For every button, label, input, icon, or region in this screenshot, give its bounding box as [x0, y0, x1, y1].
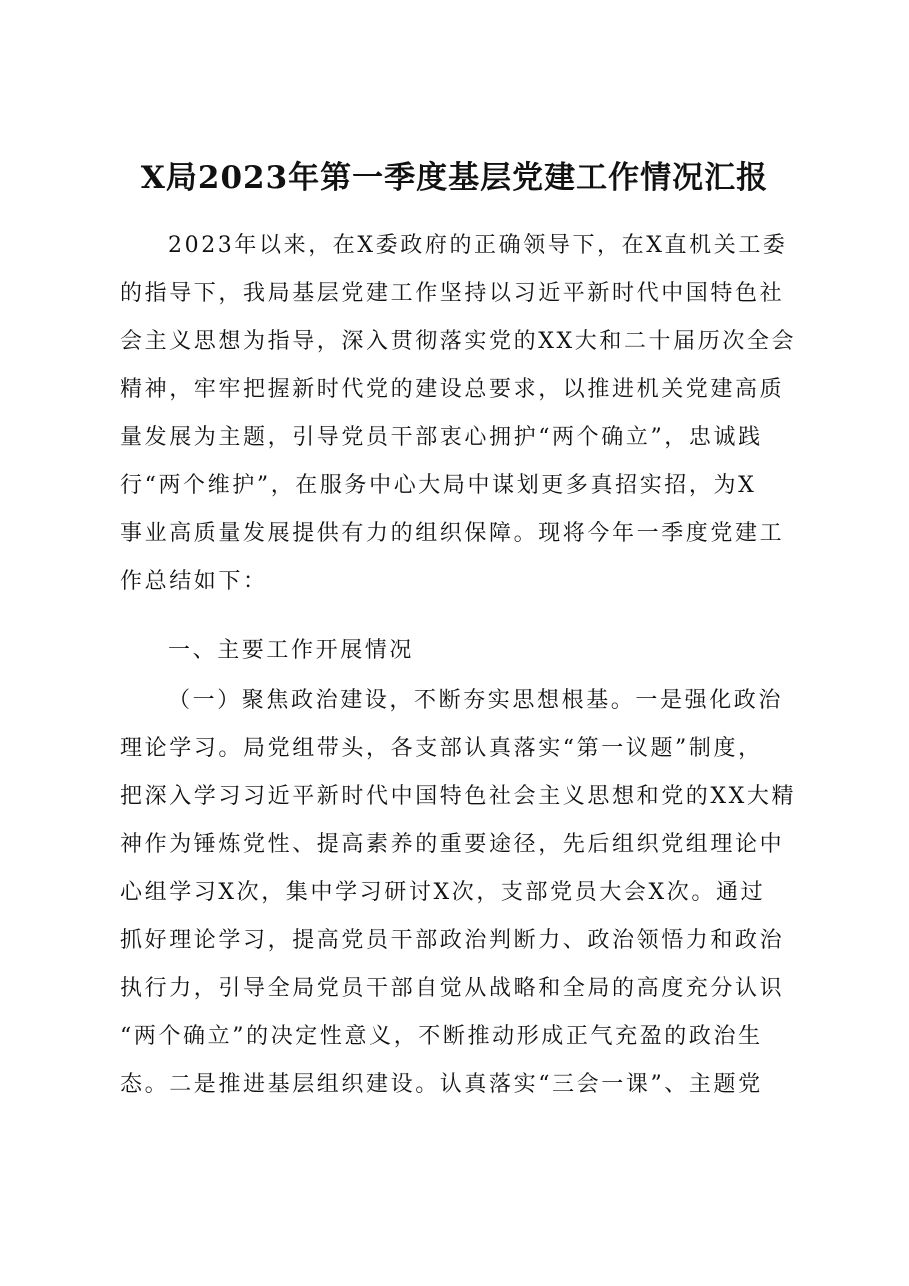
paragraph-line: 精神，牢牢把握新时代党的建设总要求，以推进机关党建高质 — [120, 377, 785, 402]
paragraph-line: 会主义思想为指导，深入贯彻落实党的XX大和二十届历次全会 — [120, 329, 797, 354]
paragraph-line: 量发展为主题，引导党员干部衷心拥护“两个确立”，忠诚践 — [120, 425, 763, 450]
paragraph-line: 事业高质量发展提供有力的组织保障。现将今年一季度党建工 — [120, 521, 785, 546]
paragraph-line: 把深入学习习近平新时代中国特色社会主义思想和党的XX大精 — [120, 784, 797, 809]
paragraph-line: 抓好理论学习，提高党员干部政治判断力、政治领悟力和政治 — [120, 928, 785, 953]
paragraph-line: 心组学习X次，集中学习研讨X次，支部党员大会X次。通过 — [120, 880, 766, 905]
paragraph-line: 理论学习。局党组带头，各支部认真落实“第一议题”制度， — [120, 736, 763, 761]
paragraph-line: 的指导下，我局基层党建工作坚持以习近平新时代中国特色社 — [120, 281, 785, 306]
section-heading-block — [120, 627, 800, 675]
paragraph-line: （一）聚焦政治建设，不断夯实思想根基。一是强化政治 — [168, 688, 784, 713]
paragraph-line: “两个确立”的决定性意义，不断推动形成正气充盈的政治生 — [120, 1024, 763, 1049]
section1-paragraph — [120, 677, 800, 1109]
paragraph-line: 执行力，引导全局党员干部自觉从战略和全局的高度充分认识 — [120, 976, 785, 1001]
paragraph-line: 态。二是推进基层组织建设。认真落实“三会一课”、主题党 — [120, 1072, 763, 1097]
paragraph-line: 2023年以来，在X委政府的正确领导下，在X直机关工委 — [168, 233, 788, 258]
paragraph-line: 行“两个维护”，在服务中心大局中谋划更多真招实招，为X — [120, 473, 757, 498]
paragraph-line: 作总结如下： — [120, 569, 268, 594]
document-title: X局2023年第一季度基层党建工作情况汇报 — [140, 160, 769, 196]
section-heading: 一、主要工作开展情况 — [168, 638, 415, 663]
paragraph-line: 神作为锤炼党性、提高素养的重要途径，先后组织党组理论中 — [120, 832, 785, 857]
intro-paragraph — [120, 222, 800, 606]
